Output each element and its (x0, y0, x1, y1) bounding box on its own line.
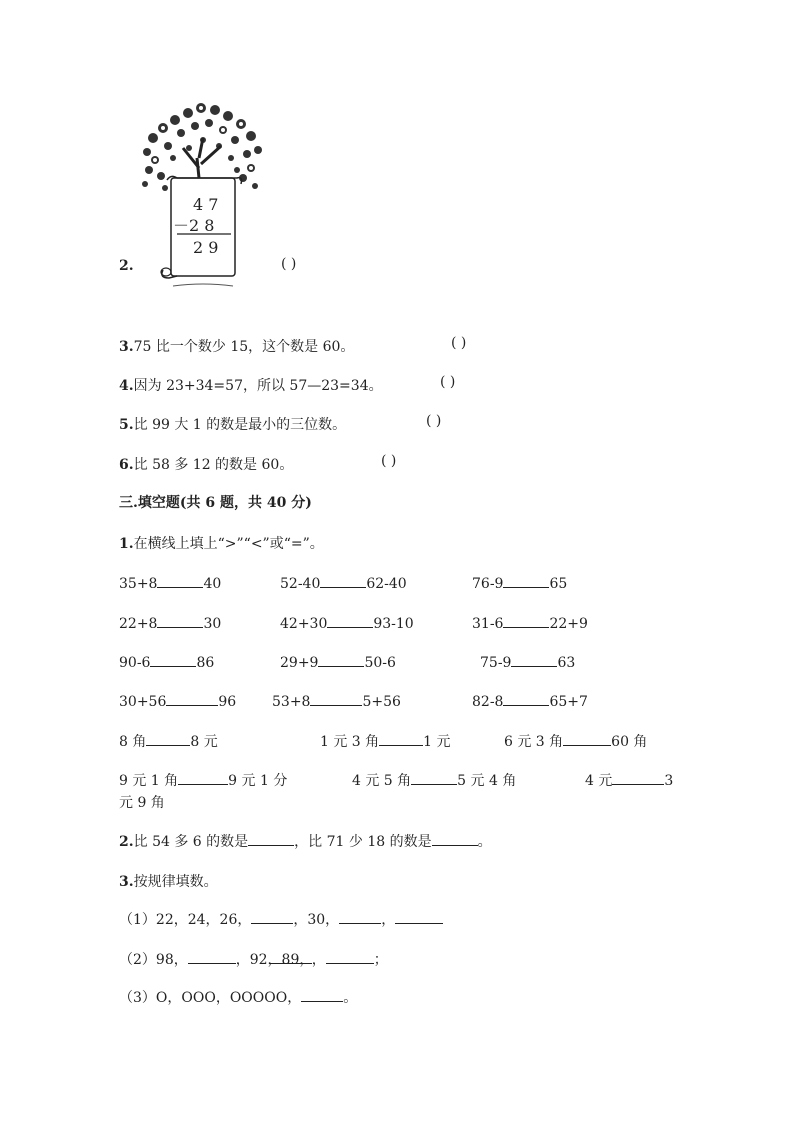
comparison-item (504, 731, 647, 751)
left-expression: 29+9 (280, 655, 319, 671)
right-expression: 1 元 (423, 734, 451, 750)
fill-question-1: 1.在横线上填上“>”“<”或“=”。 (119, 536, 324, 552)
comparison-item (280, 652, 396, 671)
answer-blank[interactable] (270, 949, 312, 964)
answer-blank[interactable] (327, 613, 373, 628)
judge-item-4: 4.因为 23+34=57，所以 57—23=34。 (119, 378, 383, 394)
answer-blank[interactable] (379, 731, 423, 746)
right-expression: 93-10 (373, 616, 414, 632)
comparison-item (272, 691, 401, 710)
answer-blank[interactable] (612, 770, 664, 785)
right-expression: 60 角 (611, 734, 648, 750)
comparison-item (119, 613, 221, 632)
calc-row1: 4 7 (193, 195, 219, 214)
left-expression: 31-6 (472, 616, 504, 632)
calc-result: 2 9 (193, 238, 219, 257)
comparison-item (119, 573, 221, 592)
right-expression: 50-6 (364, 655, 396, 671)
left-expression: 6 元 3 角 (504, 734, 564, 750)
comparison-item (119, 691, 236, 710)
left-expression: 35+8 (119, 576, 158, 592)
answer-paren: ( ) (451, 335, 467, 351)
sequence-3: （3）O，OOO，OOOOO， 。 (119, 987, 357, 1007)
comparison-item (480, 652, 575, 671)
right-expression: 96 (218, 694, 237, 710)
answer-blank[interactable] (157, 613, 203, 628)
fill-question-3: 3.按规律填数。 (119, 874, 218, 890)
answer-blank[interactable] (251, 909, 293, 924)
comparison-item (472, 573, 567, 592)
answer-blank[interactable] (146, 731, 190, 746)
answer-blank[interactable] (320, 573, 366, 588)
left-expression: 90-6 (119, 655, 151, 671)
right-expression: 30 (203, 616, 222, 632)
right-expression: 5+56 (362, 694, 401, 710)
left-expression: 9 元 1 角 (119, 773, 179, 789)
comparison-item (119, 770, 287, 790)
left-expression: 76-9 (472, 576, 504, 592)
answer-blank[interactable] (248, 831, 294, 846)
comparison-item (119, 731, 218, 751)
comparison-item (320, 731, 451, 751)
comparison-item (280, 613, 414, 632)
tree-scroll-illustration (133, 98, 273, 290)
right-expression: 62-40 (366, 576, 407, 592)
answer-blank[interactable] (318, 652, 364, 667)
answer-paren: ( ) (281, 256, 297, 272)
calc-row2: －2 8 (173, 216, 215, 235)
wrap-text: 元 9 角 (119, 795, 165, 811)
sequence-1: （1）22，24，26， ，30， ， (119, 909, 443, 929)
answer-blank[interactable] (503, 691, 549, 706)
judge-item-5: 5.比 99 大 1 的数是最小的三位数。 (119, 417, 347, 433)
fill-question-2: 2.比 54 多 6 的数是 ，比 71 少 18 的数是 。 (119, 831, 492, 851)
right-expression: 3 (664, 773, 674, 789)
comparison-item (585, 770, 673, 790)
answer-blank[interactable] (301, 987, 343, 1002)
comparison-item (472, 613, 588, 632)
answer-blank[interactable] (503, 613, 549, 628)
left-expression: 52-40 (280, 576, 321, 592)
left-expression: 82-8 (472, 694, 504, 710)
answer-paren: ( ) (381, 453, 397, 469)
answer-blank[interactable] (150, 652, 196, 667)
sequence-2: （2）98， ，92，89，， ； (119, 949, 388, 969)
answer-blank[interactable] (503, 573, 549, 588)
answer-blank[interactable] (411, 770, 457, 785)
answer-paren: ( ) (426, 413, 442, 429)
left-expression: 4 元 5 角 (352, 773, 412, 789)
left-expression: 53+8 (272, 694, 311, 710)
answer-blank[interactable] (326, 949, 374, 964)
answer-blank[interactable] (563, 731, 611, 746)
answer-blank[interactable] (178, 770, 228, 785)
right-expression: 86 (196, 655, 215, 671)
left-expression: 1 元 3 角 (320, 734, 380, 750)
question-number: 2. (119, 258, 134, 274)
answer-paren: ( ) (440, 374, 456, 390)
right-expression: 9 元 1 分 (228, 773, 288, 789)
comparison-item (119, 652, 214, 671)
right-expression: 40 (203, 576, 222, 592)
heart-tree-icon (133, 98, 273, 290)
right-expression: 5 元 4 角 (457, 773, 517, 789)
answer-blank[interactable] (511, 652, 557, 667)
section-title: 三.填空题(共 6 题，共 40 分) (119, 495, 312, 511)
left-expression: 42+30 (280, 616, 328, 632)
right-expression: 8 元 (190, 734, 218, 750)
answer-blank[interactable] (188, 949, 236, 964)
judge-item-6: 6.比 58 多 12 的数是 60。 (119, 457, 294, 473)
answer-blank[interactable] (157, 573, 203, 588)
right-expression: 65 (549, 576, 568, 592)
right-expression: 65+7 (549, 694, 588, 710)
comparison-item (472, 691, 588, 710)
left-expression: 75-9 (480, 655, 512, 671)
answer-blank[interactable] (166, 691, 218, 706)
answer-blank[interactable] (395, 909, 443, 924)
answer-blank[interactable] (432, 831, 478, 846)
right-expression: 63 (557, 655, 576, 671)
left-expression: 8 角 (119, 734, 147, 750)
answer-blank[interactable] (310, 691, 362, 706)
answer-blank[interactable] (339, 909, 381, 924)
left-expression: 30+56 (119, 694, 167, 710)
right-expression: 22+9 (549, 616, 588, 632)
judge-item-3: 3.75 比一个数少 15，这个数是 60。 (119, 339, 355, 355)
comparison-item (280, 573, 407, 592)
left-expression: 22+8 (119, 616, 158, 632)
left-expression: 4 元 (585, 773, 613, 789)
comparison-item (352, 770, 516, 790)
